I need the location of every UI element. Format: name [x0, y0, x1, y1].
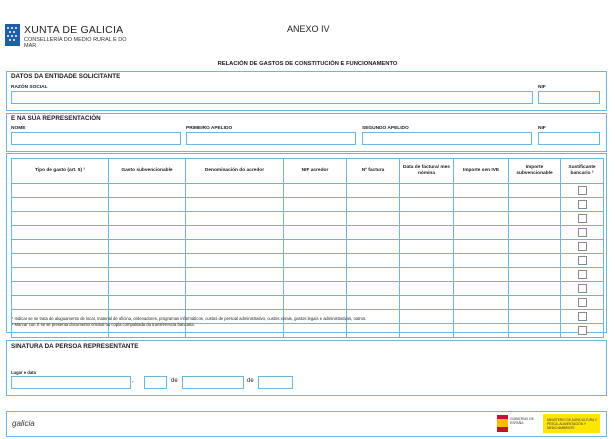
bank-receipt-checkbox[interactable] — [578, 270, 587, 279]
table-cell[interactable] — [454, 268, 509, 282]
de-separator-2: de — [247, 378, 254, 384]
table-cell[interactable] — [347, 184, 400, 198]
bank-receipt-checkbox[interactable] — [578, 284, 587, 293]
xunta-logo-text: XUNTA DE GALICIA — [24, 24, 124, 36]
table-cell[interactable] — [347, 240, 400, 254]
bank-receipt-cell — [561, 268, 604, 282]
ministry-logo-text: MINISTERIO DE AGRICULTURA Y PESCA, ALIMENTACIÓN Y MEDIO AMBIENTE — [547, 418, 597, 430]
table-cell[interactable] — [12, 198, 109, 212]
table-cell[interactable] — [284, 198, 347, 212]
table-cell[interactable] — [284, 324, 347, 338]
column-header: Denominación do acredor — [186, 159, 284, 184]
table-cell[interactable] — [109, 198, 186, 212]
table-cell[interactable] — [347, 324, 400, 338]
name-field[interactable] — [11, 132, 181, 145]
table-cell[interactable] — [12, 184, 109, 198]
second-surname-label: SEGUNDO APELIDO — [362, 126, 409, 131]
table-cell[interactable] — [509, 324, 561, 338]
table-cell[interactable] — [109, 184, 186, 198]
table-cell[interactable] — [347, 226, 400, 240]
entity-nif-field[interactable] — [538, 91, 600, 104]
table-cell[interactable] — [509, 198, 561, 212]
entity-nif-label: NIF — [538, 85, 546, 90]
table-cell[interactable] — [400, 282, 454, 296]
table-cell[interactable] — [400, 184, 454, 198]
table-cell[interactable] — [284, 240, 347, 254]
table-cell[interactable] — [454, 324, 509, 338]
annex-title: ANEXO IV — [287, 24, 330, 34]
table-cell[interactable] — [12, 268, 109, 282]
bank-receipt-checkbox[interactable] — [578, 312, 587, 321]
table-cell[interactable] — [509, 268, 561, 282]
bank-receipt-cell — [561, 296, 604, 310]
table-row — [12, 282, 604, 296]
month-field[interactable] — [182, 376, 244, 389]
representative-nif-field[interactable] — [538, 132, 600, 145]
table-cell[interactable] — [12, 212, 109, 226]
signature-section-title: SINATURA DA PERSOA REPRESENTANTE — [11, 343, 139, 350]
table-cell[interactable] — [109, 226, 186, 240]
table-cell[interactable] — [454, 254, 509, 268]
bank-receipt-checkbox[interactable] — [578, 186, 587, 195]
table-cell[interactable] — [109, 212, 186, 226]
bank-receipt-cell — [561, 198, 604, 212]
bank-receipt-cell — [561, 324, 604, 338]
table-cell[interactable] — [12, 226, 109, 240]
table-cell[interactable] — [186, 184, 284, 198]
table-cell[interactable] — [12, 296, 109, 310]
table-cell[interactable] — [509, 282, 561, 296]
table-row — [12, 268, 604, 282]
table-cell[interactable] — [347, 268, 400, 282]
table-cell[interactable] — [186, 212, 284, 226]
year-field[interactable] — [258, 376, 293, 389]
expenses-table — [11, 158, 604, 338]
day-field[interactable] — [144, 376, 167, 389]
table-cell[interactable] — [454, 296, 509, 310]
table-cell[interactable] — [109, 282, 186, 296]
table-cell[interactable] — [509, 296, 561, 310]
table-row — [12, 296, 604, 310]
table-cell[interactable] — [454, 184, 509, 198]
bank-receipt-checkbox[interactable] — [578, 214, 587, 223]
table-cell[interactable] — [400, 310, 454, 324]
table-cell[interactable] — [400, 296, 454, 310]
table-cell[interactable] — [186, 198, 284, 212]
table-cell[interactable] — [509, 226, 561, 240]
representative-section-title: E NA SÚA REPRESENTACIÓN — [11, 115, 101, 122]
table-cell[interactable] — [454, 198, 509, 212]
table-cell[interactable] — [347, 212, 400, 226]
table-cell[interactable] — [509, 184, 561, 198]
bank-receipt-cell — [561, 226, 604, 240]
table-cell[interactable] — [347, 296, 400, 310]
representative-nif-label: NIF — [538, 126, 546, 131]
table-row — [12, 198, 604, 212]
table-cell[interactable] — [284, 184, 347, 198]
table-cell[interactable] — [454, 282, 509, 296]
table-cell[interactable] — [454, 240, 509, 254]
table-cell[interactable] — [509, 254, 561, 268]
table-header-row — [12, 159, 604, 184]
table-cell[interactable] — [284, 212, 347, 226]
table-cell[interactable] — [186, 282, 284, 296]
table-cell[interactable] — [284, 282, 347, 296]
table-cell[interactable] — [284, 226, 347, 240]
table-cell[interactable] — [284, 268, 347, 282]
footnote-1: ¹ Indicar se se trata de aluguamento de local, material de oficina, ordenadores, programas informáticos, custos de persoal administrativo, custos xerais, gastos legais e administrativos, outros. — [12, 316, 367, 321]
conselleria-name: CONSELLERÍA DO MEDIO RURAL E DO MAR — [24, 37, 127, 49]
table-cell[interactable] — [186, 226, 284, 240]
place-field[interactable] — [11, 376, 131, 389]
table-cell[interactable] — [509, 310, 561, 324]
business-name-field[interactable] — [11, 91, 533, 104]
table-row — [12, 226, 604, 240]
table-row — [12, 212, 604, 226]
table-cell[interactable] — [509, 240, 561, 254]
first-surname-label: PRIMEIRO APELIDO — [186, 126, 233, 131]
table-cell[interactable] — [109, 296, 186, 310]
table-cell[interactable] — [284, 254, 347, 268]
bank-receipt-checkbox[interactable] — [578, 326, 587, 335]
table-cell[interactable] — [186, 254, 284, 268]
xunta-logo-icon — [5, 24, 20, 46]
column-header: Xustificante bancario ² — [561, 159, 604, 184]
table-cell[interactable] — [347, 282, 400, 296]
table-cell[interactable] — [12, 282, 109, 296]
table-row — [12, 254, 604, 268]
column-header: Gasto subvencionable — [109, 159, 186, 184]
table-row — [12, 240, 604, 254]
table-cell[interactable] — [12, 240, 109, 254]
table-cell[interactable] — [186, 268, 284, 282]
table-row — [12, 184, 604, 198]
column-header: NIF acredor — [284, 159, 347, 184]
report-title: RELACIÓN DE GASTOS DE CONSTITUCIÓN E FUNCIONAMENTO — [217, 61, 398, 67]
galicia-logo: galicia — [12, 419, 35, 428]
column-header: Importe subvencionable — [509, 159, 561, 184]
bank-receipt-cell — [561, 240, 604, 254]
table-cell[interactable] — [12, 254, 109, 268]
bank-receipt-checkbox[interactable] — [578, 228, 587, 237]
entity-section-title: DATOS DA ENTIDADE SOLICITANTE — [11, 73, 121, 80]
place-date-label: Lugar e data — [11, 370, 36, 375]
bank-receipt-checkbox[interactable] — [578, 256, 587, 265]
bank-receipt-checkbox[interactable] — [578, 298, 587, 307]
table-cell[interactable] — [186, 240, 284, 254]
de-separator-1: de — [171, 378, 178, 384]
column-header: Tipo de gasto (art. 5) ¹ — [12, 159, 109, 184]
table-cell[interactable] — [509, 212, 561, 226]
table-cell[interactable] — [186, 296, 284, 310]
table-cell[interactable] — [454, 226, 509, 240]
table-cell[interactable] — [284, 296, 347, 310]
table-cell[interactable] — [400, 198, 454, 212]
table-cell[interactable] — [400, 212, 454, 226]
footnote-2: ² Marcar cun X se se presenta documento orixinal ou copia compulsada da transferencia bancaria. — [12, 322, 195, 327]
gobierno-logo-text: GOBIERNO DE ESPAÑA — [510, 417, 534, 425]
table-cell[interactable] — [109, 254, 186, 268]
first-surname-field[interactable] — [186, 132, 356, 145]
column-header: Importe sen IVE — [454, 159, 509, 184]
table-cell[interactable] — [347, 254, 400, 268]
table-cell[interactable] — [109, 268, 186, 282]
bank-receipt-cell — [561, 282, 604, 296]
second-surname-field[interactable] — [362, 132, 532, 145]
table-cell[interactable] — [400, 324, 454, 338]
table-cell[interactable] — [400, 254, 454, 268]
business-name-label: RAZÓN SOCIAL — [11, 85, 48, 90]
table-cell[interactable] — [186, 324, 284, 338]
bank-receipt-cell — [561, 212, 604, 226]
bank-receipt-checkbox[interactable] — [578, 200, 587, 209]
table-cell[interactable] — [454, 310, 509, 324]
table-cell[interactable] — [347, 198, 400, 212]
column-header: Data de factura/ mes nómina — [400, 159, 454, 184]
bank-receipt-checkbox[interactable] — [578, 242, 587, 251]
bank-receipt-cell — [561, 310, 604, 324]
bank-receipt-cell — [561, 184, 604, 198]
spain-flag-icon — [497, 415, 508, 432]
table-cell[interactable] — [109, 240, 186, 254]
column-header: Nº factura — [347, 159, 400, 184]
table-cell[interactable] — [400, 226, 454, 240]
name-label: NOME — [11, 126, 26, 131]
table-cell[interactable] — [400, 240, 454, 254]
comma-separator: , — [132, 378, 134, 384]
table-cell[interactable] — [400, 268, 454, 282]
table-cell[interactable] — [454, 212, 509, 226]
bank-receipt-cell — [561, 254, 604, 268]
